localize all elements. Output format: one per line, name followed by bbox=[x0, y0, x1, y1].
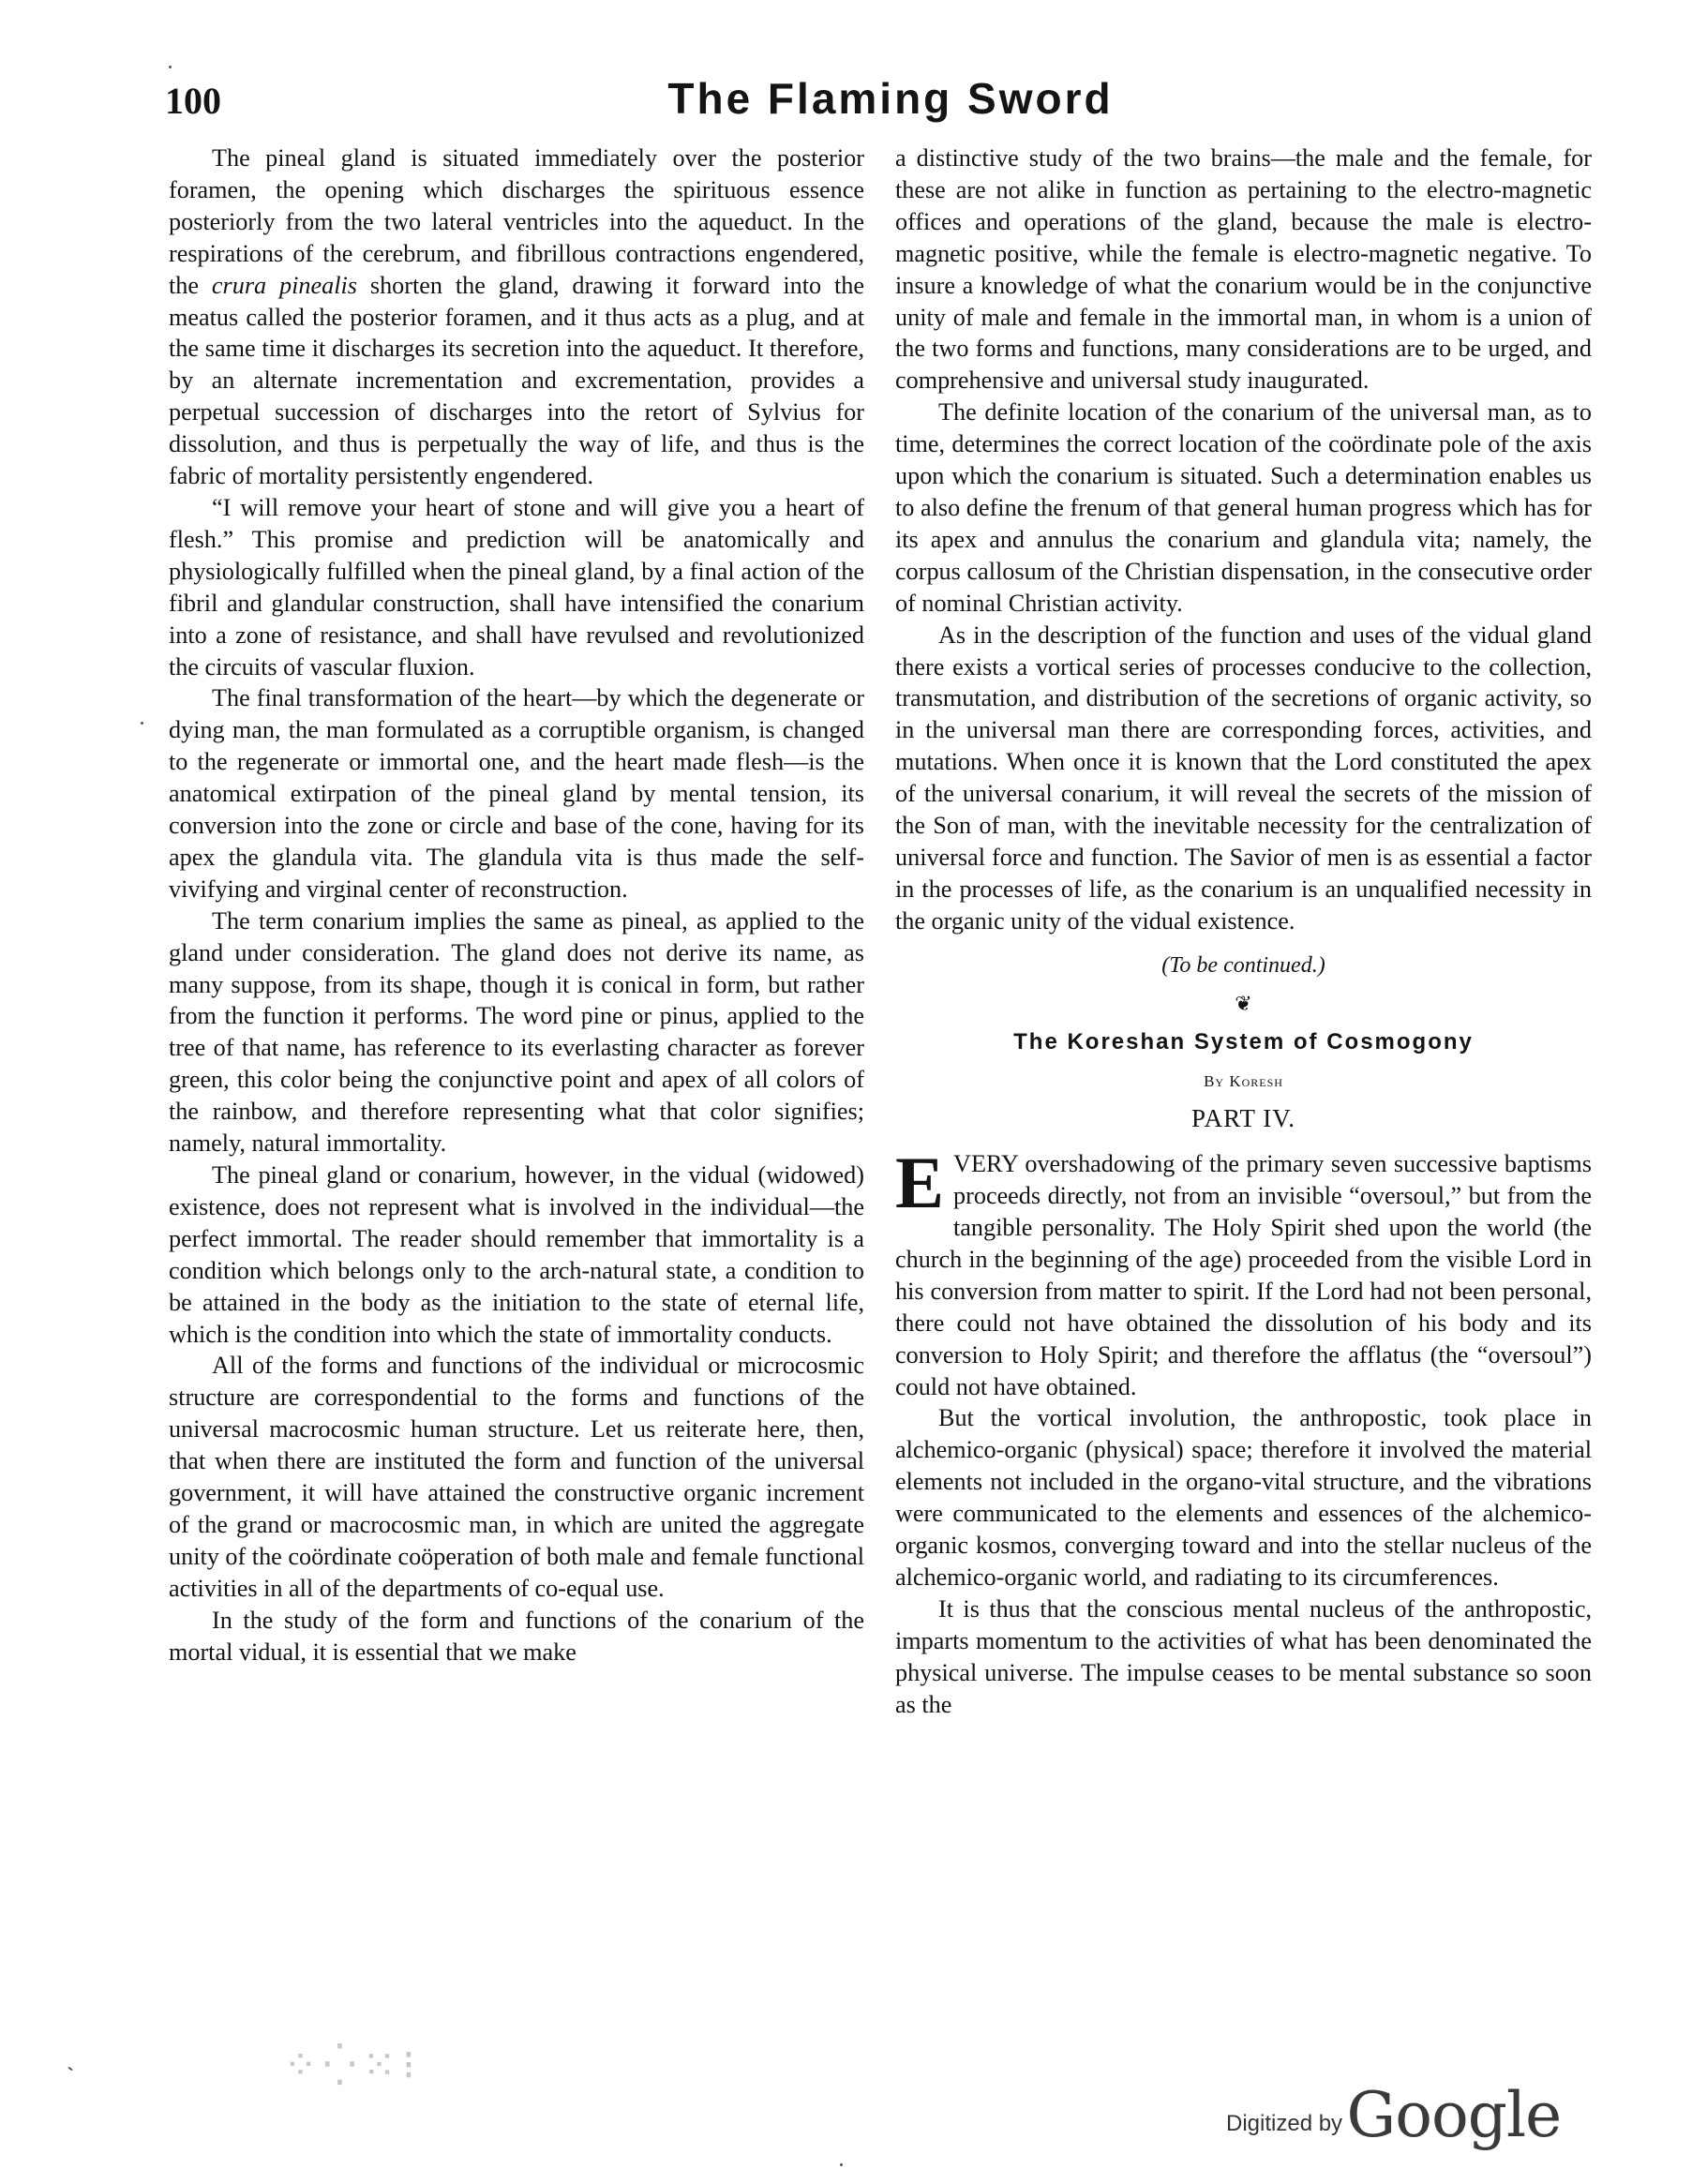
google-logo: Google bbox=[1346, 2079, 1562, 2151]
article-title: The Koreshan System of Cosmogony bbox=[1013, 1029, 1474, 1055]
paragraph: “I will remove your heart of stone and will give you a heart of flesh.” This promise and prediction will be anatomically and physiologically fulfilled when the pineal gland, by a final action of the fibril and glandular construction, shall have intensified the conarium into a zone of resistance, and shall have revulsed and revolutionized the circuits of vascular fluxion. bbox=[169, 493, 864, 681]
paragraph: The definite location of the conarium of the universal man, as to time, determines the correct location of the coördinate pole of the axis upon which the conarium is situated. Such a determination enables us to also define the frenum of that general human progress which has for its apex and annulus the conarium and glandula vita; namely, the corpus callosum of the Christian dispensation, in the consecutive order of nominal Christian activity. bbox=[895, 398, 1592, 617]
digitized-watermark: Digitized by Google bbox=[1226, 2079, 1562, 2151]
part-heading: PART IV. bbox=[1191, 1104, 1295, 1133]
scan-speck bbox=[67, 2066, 73, 2071]
left-column bbox=[169, 142, 864, 1668]
paragraph: It is thus that the conscious mental nucleus of the anthropostic, imparts momentum to the activities of what has been denominated the physical universe. The impulse ceases to be mental substance so soon as the bbox=[895, 1594, 1592, 1718]
paragraph: The final transformation of the heart—by which the degenerate or dying man, the man formulated as a corruptible organism, is changed to the regenerate or immortal one, and the heart made flesh—is the anatomical extirpation of the pineal gland by mental tension, its conversion into the zone or circle and base of the cone, having for its apex the glandula vita. The glandula vita is thus made the self-vivifying and virginal center of reconstruction. bbox=[169, 684, 864, 903]
paragraph: All of the forms and functions of the individual or microcosmic structure are correspondential to the forms and functions of the universal macrocosmic human structure. Let us reiterate here, then, that when there are instituted the form and function of the universal government, it will have attained the constructive organic increment of the grand or macrocosmic man, in which are united the aggregate unity of the coördinate coöperation of both male and female functional activities in all of the departments of co-equal use. bbox=[169, 1352, 864, 1602]
paragraph-dropcap: EVERY overshadowing of the primary seven successive baptisms proceeds directly, not from an invisible “oversoul,” but from the tangible personality. The Holy Spirit shed upon the world (the church in the beginning of the age) proceeded from the visible Lord in his conversion from matter to spirit. If the Lord had not been personal, there could not have obtained the dissolution of his body and its conversion to Holy Spirit; and therefore the afflatus (the “oversoul”) could not have obtained. bbox=[895, 1142, 1592, 1400]
italic-term: crura pinealis bbox=[211, 271, 357, 299]
leaf-ornament-icon: ❦ bbox=[1235, 991, 1252, 1015]
paragraph: As in the description of the function and uses of the vidual gland there exists a vortical series of processes conducive to the collection, transmutation, and distribution of the secretions of organic activity, so in the universal man there are corresponding forces, activities, and mutations. When once it is known that the Lord constituted the apex of the universal conarium, it will reveal the secrets of the mission of the Son of man, with the inevitable necessity for the centralization of universal force and function. The Savior of men is as essential a factor in the processes of life, as the conarium is an unqualified necessity in the organic unity of the vidual existence. bbox=[895, 621, 1592, 935]
paragraph: The pineal gland is situated immediately over the posterior foramen, the opening which discharges the spirituous essence posteriorly from the two lateral ventricles into the aqueduct. In the respirations of the cerebrum, and fibrillous contractions engendered, the crura pinealis shorten the gland, drawing it forward into the meatus called the posterior foramen, and it thus acts as a plug, and at the same time it discharges its secretion into the aqueduct. It therefore, by an alternate incrementation and excrementation, provides a perpetual succession of discharges into the retort of Sylvius for dissolution, and thus is perpetually the way of life, and thus is the fabric of mortality persistently engendered. bbox=[169, 144, 865, 490]
paragraph: The term conarium implies the same as pineal, as applied to the gland under consideration. The gland does not derive its name, as many suppose, from its shape, though it is conical in form, but rather from the function it performs. The word pine or pinus, applied to the tree of that name, has reference to its everlasting character as forever green, this color being the conjunctive point and apex of all colors of the rainbow, and therefore representing what that color signifies; namely, natural immortality. bbox=[169, 906, 864, 1158]
faded-stamp-mark: ⁘⁛⁙⁝ bbox=[283, 2042, 421, 2089]
scan-speck bbox=[169, 66, 172, 68]
paragraph-continued: a distinctive study of the two brains—the male and the female, for these are not alike in function as pertaining to the electro-magnetic offices and operations of the gland, because the male is electro-magnetic positive, while the female is electro-magnetic negative. To insure a knowledge of what the conarium would be in the conjunctive unity of male and female in the immortal man, in whom is a union of the two forms and functions, many considerations are to be urged, and comprehensive and universal study inaugurated. bbox=[895, 144, 1592, 395]
paragraph: The pineal gland or conarium, however, in the vidual (widowed) existence, does not represent what is involved in the individual—the perfect immortal. The reader should remember that immortality is a condition which belongs only to the arch-natural state, a condition to be attained in the body as the initiation to the state of eternal life, which is the condition into which the state of immortality conducts. bbox=[169, 1161, 864, 1348]
running-title: The Flaming Sword bbox=[667, 74, 1114, 123]
drop-cap: E bbox=[895, 1142, 945, 1224]
paragraph: But the vortical involution, the anthropostic, took place in alchemico-organic (physical) space; therefore it involved the material elements not included in the organo-vital structure, and the vibrations were communicated to the elements and essences of the alchemico-organic kosmos, converging toward and into the stellar nucleus of the alchemico-organic world, and radiating to its circumferences. bbox=[895, 1404, 1592, 1591]
byline: By Koresh bbox=[1204, 1072, 1283, 1091]
paragraph: In the study of the form and functions of the conarium of the mortal vidual, it is essential that we make bbox=[169, 1606, 864, 1666]
to-be-continued-note: (To be continued.) bbox=[1161, 952, 1325, 978]
scan-speck bbox=[141, 722, 143, 725]
page-number: 100 bbox=[165, 80, 221, 122]
scan-speck bbox=[840, 2163, 843, 2166]
right-column bbox=[895, 142, 1592, 1721]
